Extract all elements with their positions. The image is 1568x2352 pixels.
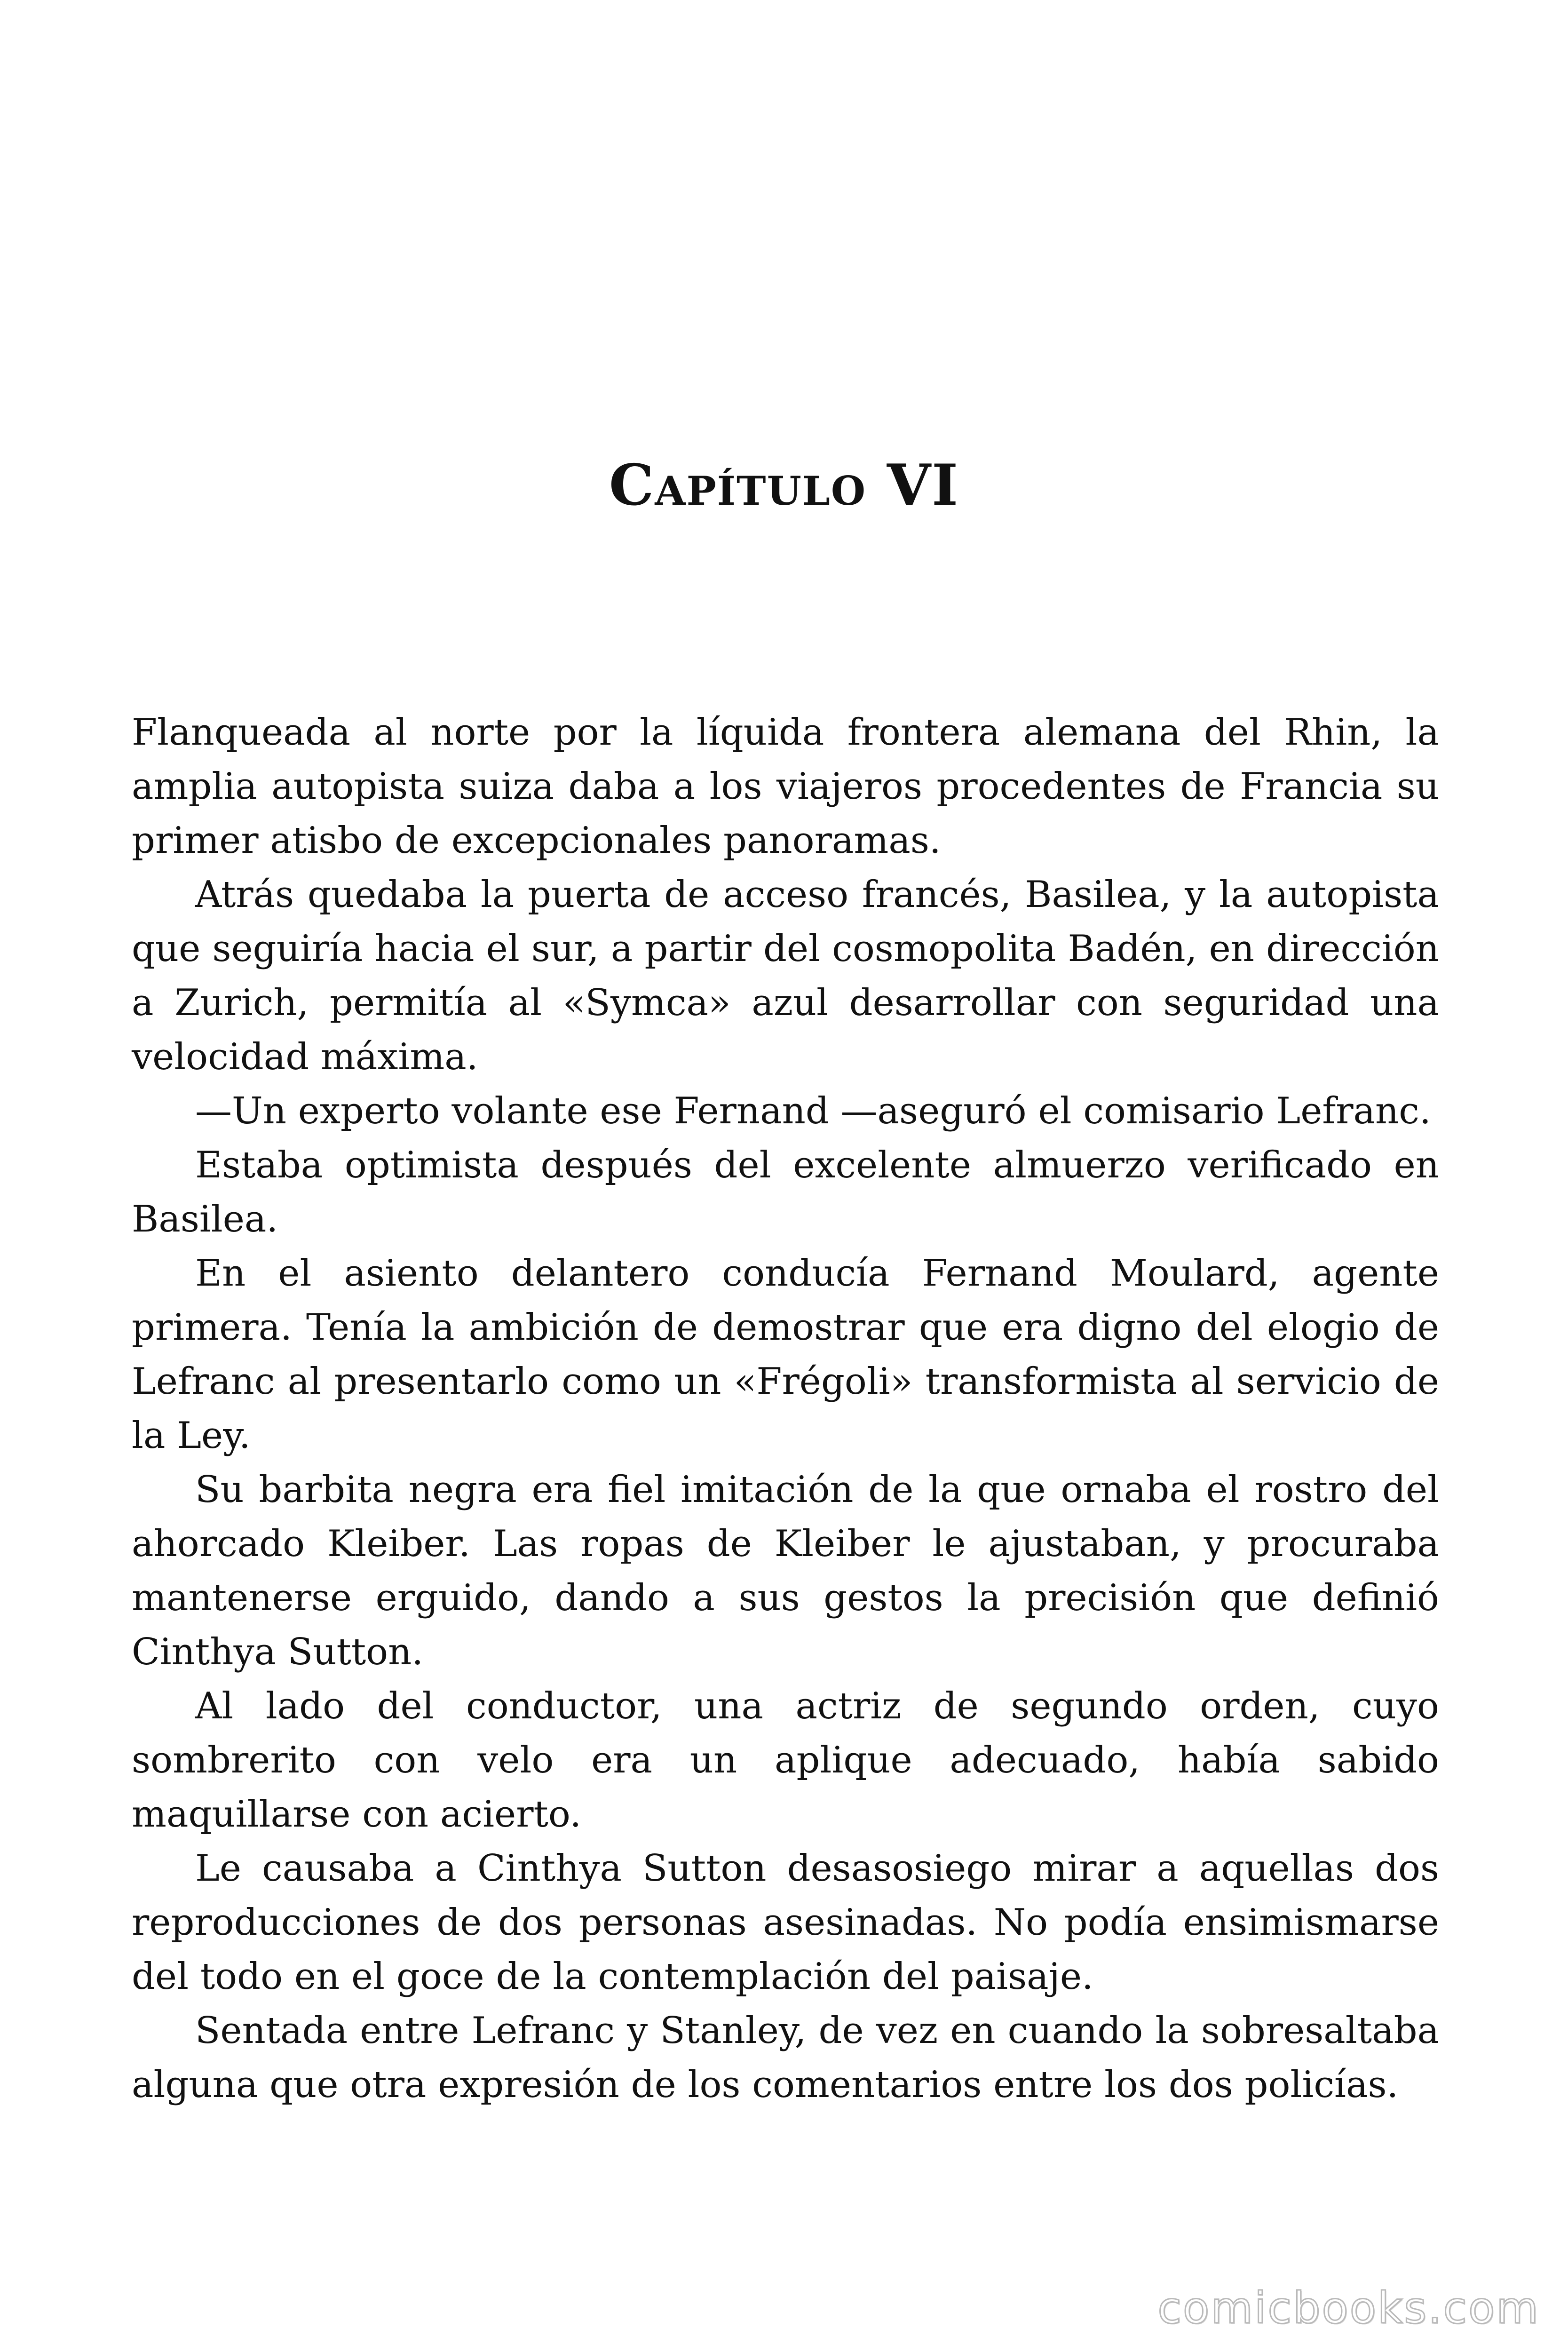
chapter-body — [132, 706, 1439, 2112]
paragraph: Atrás quedaba la puerta de acceso francés, Basilea, y la autopista que seguiría hacia el sur, a partir del cosmopolita Badén, en dirección a Zurich, permitía al «Symca» azul desarrollar con seguridad una velocidad máxima. — [132, 874, 1439, 1078]
paragraph: Sentada entre Lefranc y Stanley, de vez en cuando la sobresaltaba alguna que otra expresión de los comentarios entre los dos policías. — [132, 2010, 1439, 2106]
watermark-text: comicbooks.com — [1157, 2283, 1540, 2333]
paragraph: —Un experto volante ese Fernand —aseguró el comisario Lefranc. — [195, 1090, 1431, 1132]
paragraph: Al lado del conductor, una actriz de segundo orden, cuyo sombrerito con velo era un aplique adecuado, había sabido maquillarse con acierto. — [132, 1685, 1439, 1836]
paragraph: En el asiento delantero conducía Fernand Moulard, agente primera. Tenía la ambición de demostrar que era digno del elogio de Lefranc al presentarlo como un «Frégoli» transformista al servicio de la Ley. — [132, 1252, 1439, 1457]
paragraph: Su barbita negra era fiel imitación de la que ornaba el rostro del ahorcado Kleiber. Las ropas de Kleiber le ajustaban, y procuraba mantenerse erguido, dando a sus gestos la precisión que definió Cinthya Sutton. — [132, 1469, 1439, 1673]
chapter-title: Capítulo VI — [609, 452, 959, 518]
paragraph: Le causaba a Cinthya Sutton desasosiego mirar a aquellas dos reproducciones de dos personas asesinadas. No podía ensimismarse del todo en el goce de la contemplación del paisaje. — [132, 1847, 1439, 1998]
paragraph: Flanqueada al norte por la líquida frontera alemana del Rhin, la amplia autopista suiza daba a los viajeros procedentes de Francia su primer atisbo de excepcionales panoramas. — [132, 711, 1439, 862]
paragraph: Estaba optimista después del excelente almuerzo verificado en Basilea. — [132, 1144, 1439, 1240]
